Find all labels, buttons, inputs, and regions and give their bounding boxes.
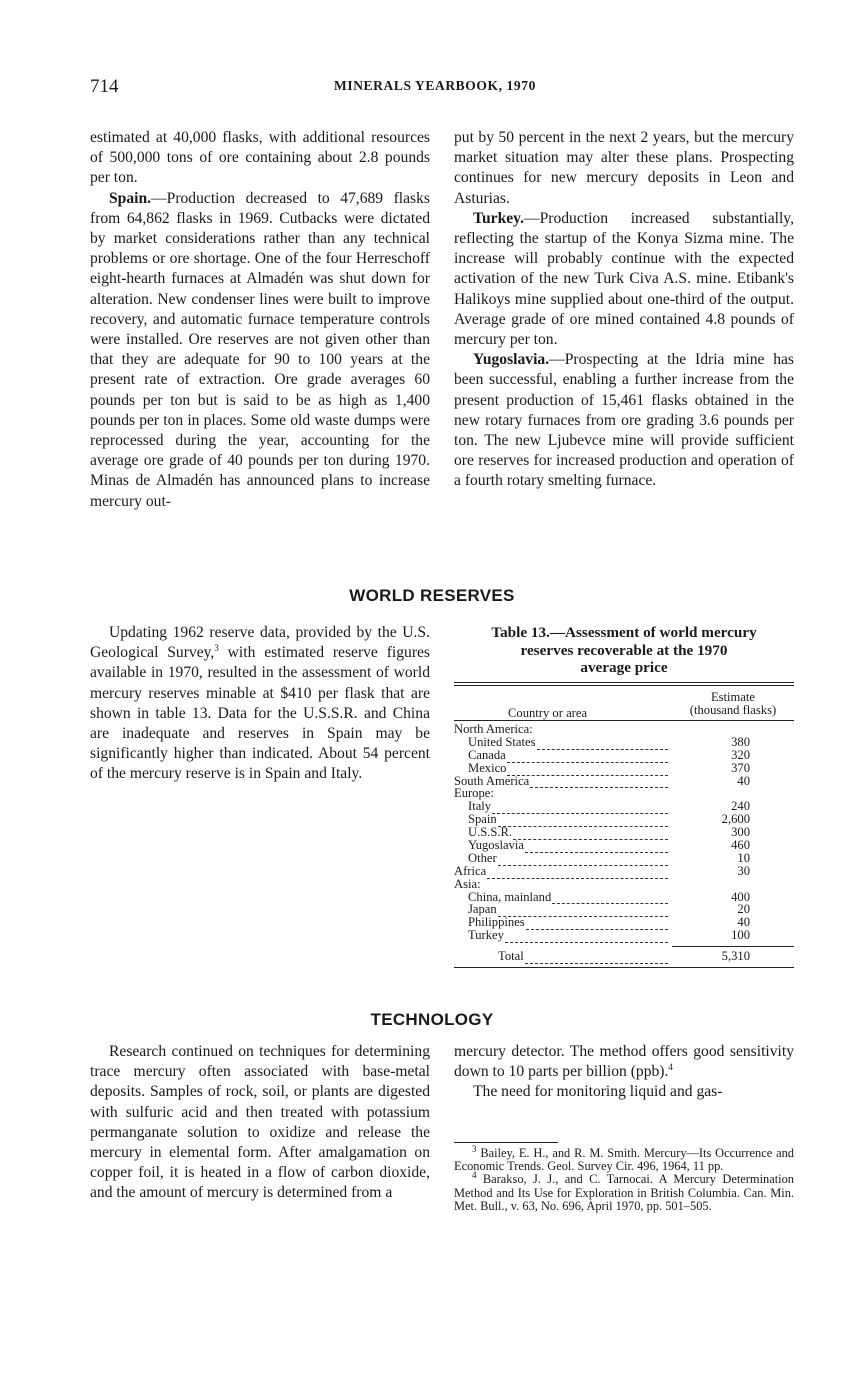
row-value: 370 xyxy=(731,760,750,775)
row-label: Mexico xyxy=(468,760,507,775)
leader-dots xyxy=(525,839,668,853)
leader-dots xyxy=(505,929,668,943)
column-header-estimate xyxy=(672,691,794,717)
row-label: China, mainland xyxy=(468,889,552,904)
leader-dots xyxy=(537,736,668,750)
paragraph-spain-continued: put by 50 percent in the next 2 years, but the mercury market situation may alter these plans. Prospecting continues for new mercury deposits in Leon and Asturias. xyxy=(454,129,794,207)
leader-dots xyxy=(530,775,668,789)
row-value: 40 xyxy=(737,915,750,930)
paragraph-world-reserves xyxy=(90,623,430,785)
row-label: Spain xyxy=(468,812,497,827)
row-label: North America: xyxy=(454,722,533,736)
row-label: Japan xyxy=(468,902,497,917)
table-header xyxy=(454,686,794,720)
reserves-text-b: with estimated reserve figures available in 1970, resulted in the assessment of world mercury reserves minable at $410 per flask that are shown in table 13. Data for the U.S.S.R. and China are inadequate and reserves in Spain may be significantly higher than indicated. About 54 percent of the mercury reserve is in Spain and Italy. xyxy=(90,644,431,783)
leader-dots xyxy=(525,950,668,964)
row-value: 240 xyxy=(731,799,750,814)
table-row xyxy=(454,839,794,852)
footnote-rule xyxy=(454,1142,558,1143)
row-value: 460 xyxy=(731,838,750,853)
total-label: Total xyxy=(498,949,524,964)
row-label: Africa xyxy=(454,863,487,878)
footnote-3 xyxy=(454,1143,794,1174)
total-value: 5,310 xyxy=(721,949,750,964)
yugoslavia-heading: Yugoslavia. xyxy=(473,351,550,369)
column-header-country: Country or area xyxy=(508,706,588,720)
row-label: Asia: xyxy=(454,876,481,891)
caption-line-3: average price xyxy=(580,659,668,677)
leader-dots xyxy=(552,891,668,905)
row-label: United States xyxy=(468,734,536,749)
paragraph-continued: estimated at 40,000 flasks, with additional resources of 500,000 tons of ore containing about 2.8 pounds per ton. xyxy=(90,129,430,187)
spain-heading: Spain. xyxy=(109,189,152,207)
row-label: South America xyxy=(454,773,530,788)
row-value: 380 xyxy=(731,734,750,749)
reserves-text-a: Updating 1962 reserve data, provided by the U.S. Geological Survey, xyxy=(90,624,430,662)
technology-left-column xyxy=(90,1042,430,1204)
paragraph-spain xyxy=(90,189,430,512)
caption-line-2: reserves recoverable at the 1970 xyxy=(520,641,728,659)
paragraph-turkey xyxy=(454,209,794,350)
estimate-header-line-1: Estimate xyxy=(710,690,756,704)
turkey-text: —Production increased substantially, reflecting the startup of the Konya Sizma mine. The increase will probably continue with the expected activation of the new Turk Civa A.S. mine. Etibank's Halikoys mine supplied about one-third of the output. Average grade of ore mined contained 4.8 pounds of mercury per ton. xyxy=(454,209,794,349)
table-row xyxy=(454,749,794,762)
table-row xyxy=(454,762,794,775)
table-body xyxy=(454,721,794,942)
top-left-column xyxy=(90,128,430,512)
technology-right-column xyxy=(454,1042,794,1103)
row-label: Turkey xyxy=(468,928,504,943)
leader-dots xyxy=(513,826,668,840)
caption-line-1: Table 13.—Assessment of world mercury xyxy=(491,624,757,641)
row-value: 2,600 xyxy=(721,812,750,827)
row-value: 100 xyxy=(731,928,750,943)
row-value: 20 xyxy=(737,902,750,917)
footnote-number: 3 xyxy=(472,1143,477,1154)
row-value: 30 xyxy=(737,863,750,878)
paragraph-yugoslavia xyxy=(454,350,794,491)
total-rule xyxy=(672,946,794,947)
world-reserves-column xyxy=(90,623,430,785)
table-row xyxy=(454,865,794,878)
yugoslavia-text: —Prospecting at the Idria mine has been successful, enabling a further increase from the present production of 15,461 flasks obtained in the new rotary furnaces from ore grading 3.6 pounds per ton. The new Ljubevce mine will provide sufficient ore reserves for increased production and operation of a fourth rotary smelting furnace. xyxy=(454,351,794,490)
row-value: 10 xyxy=(737,850,750,865)
row-value: 300 xyxy=(731,825,750,840)
section-heading-world-reserves: WORLD RESERVES xyxy=(349,586,515,605)
table-caption xyxy=(454,624,794,677)
section-heading-technology: TECHNOLOGY xyxy=(370,1010,494,1029)
footnote-number: 4 xyxy=(472,1170,477,1181)
table-row-total xyxy=(454,950,794,963)
table-row xyxy=(454,723,794,736)
footnote-ref-3: 3 xyxy=(214,643,219,654)
table-bottom-rule xyxy=(454,967,794,968)
leader-dots xyxy=(498,813,668,827)
row-label: Italy xyxy=(468,799,492,814)
leader-dots xyxy=(526,916,668,930)
table-row xyxy=(454,775,794,788)
page-number: 714 xyxy=(90,76,119,97)
leader-dots xyxy=(507,762,668,776)
top-right-column xyxy=(454,128,794,492)
table-row xyxy=(454,878,794,891)
row-value: 400 xyxy=(731,889,750,904)
estimate-header-line-2: (thousand flasks) xyxy=(689,703,777,717)
paragraph-detector xyxy=(454,1042,794,1082)
running-header: MINERALS YEARBOOK, 1970 xyxy=(334,78,536,93)
detector-text: mercury detector. The method offers good sensitivity down to 10 parts per billion (ppb). xyxy=(454,1043,794,1081)
table-row xyxy=(454,736,794,749)
footnote-4 xyxy=(454,1170,794,1213)
spain-text: —Production decreased to 47,689 flasks from 64,862 flasks in 1969. Cutbacks were dictated by market considerations rather than any technical problems or ore shortage. One of the four Herreschoff eight-hearth furnaces at Almadén was shut down for alteration. New condenser lines were built to improve recovery, and automatic furnace temperature controls were installed. Ore reserves are not given other than that they are adequate for 90 to 100 years at the present rate of extraction. Ore grade averages 60 pounds per ton but is said to be as high as 1,400 pounds per ton in places. Some old waste dumps were reprocessed during the year, accounting for the average ore grade of 40 pounds per ton during 1970. Minas de Almadén has announced plans to increase mercury out- xyxy=(90,189,430,510)
footnote-text: Bailey, E. H., and R. M. Smith. Mercury—Its Occurrence and Economic Trends. Geol. Survey Cir. 496, 1964, 11 pp. xyxy=(454,1146,794,1174)
paragraph-technology: Research continued on techniques for determining trace mercury often associated with base-metal deposits. Samples of rock, soil, or plants are digested with sulfuric acid and then treated with potassium permanganate solution to oxidize and release the mercury in elemental form. After amalgamation on copper foil, it is heated in a flow of carbon dioxide, and the amount of mercury is determined from a xyxy=(90,1043,430,1202)
row-label: Canada xyxy=(468,747,506,762)
row-label: Philippines xyxy=(468,915,525,930)
row-label: U.S.S.R. xyxy=(468,825,513,840)
table-row xyxy=(454,929,794,942)
row-label: Yugoslavia xyxy=(468,838,524,853)
row-label: Other xyxy=(468,850,497,865)
row-label: Europe: xyxy=(454,786,494,801)
table-row xyxy=(454,852,794,865)
footnotes xyxy=(454,1143,794,1213)
row-value: 40 xyxy=(737,773,750,788)
reserves-table xyxy=(454,682,794,968)
footnote-ref-4: 4 xyxy=(668,1062,673,1073)
paragraph-monitoring: The need for monitoring liquid and gas- xyxy=(473,1083,723,1101)
leader-dots xyxy=(487,865,668,879)
row-value: 320 xyxy=(731,747,750,762)
turkey-heading: Turkey. xyxy=(473,209,524,227)
leader-dots xyxy=(498,852,668,866)
leader-dots xyxy=(492,800,668,814)
leader-dots xyxy=(507,749,668,763)
footnote-text: Barakso, J. J., and C. Tarnocai. A Mercury Determination Method and Its Use for Exploration in British Columbia. Can. Min. Met. Bull., v. 63, No. 696, April 1970, pp. 501–505. xyxy=(454,1172,794,1213)
